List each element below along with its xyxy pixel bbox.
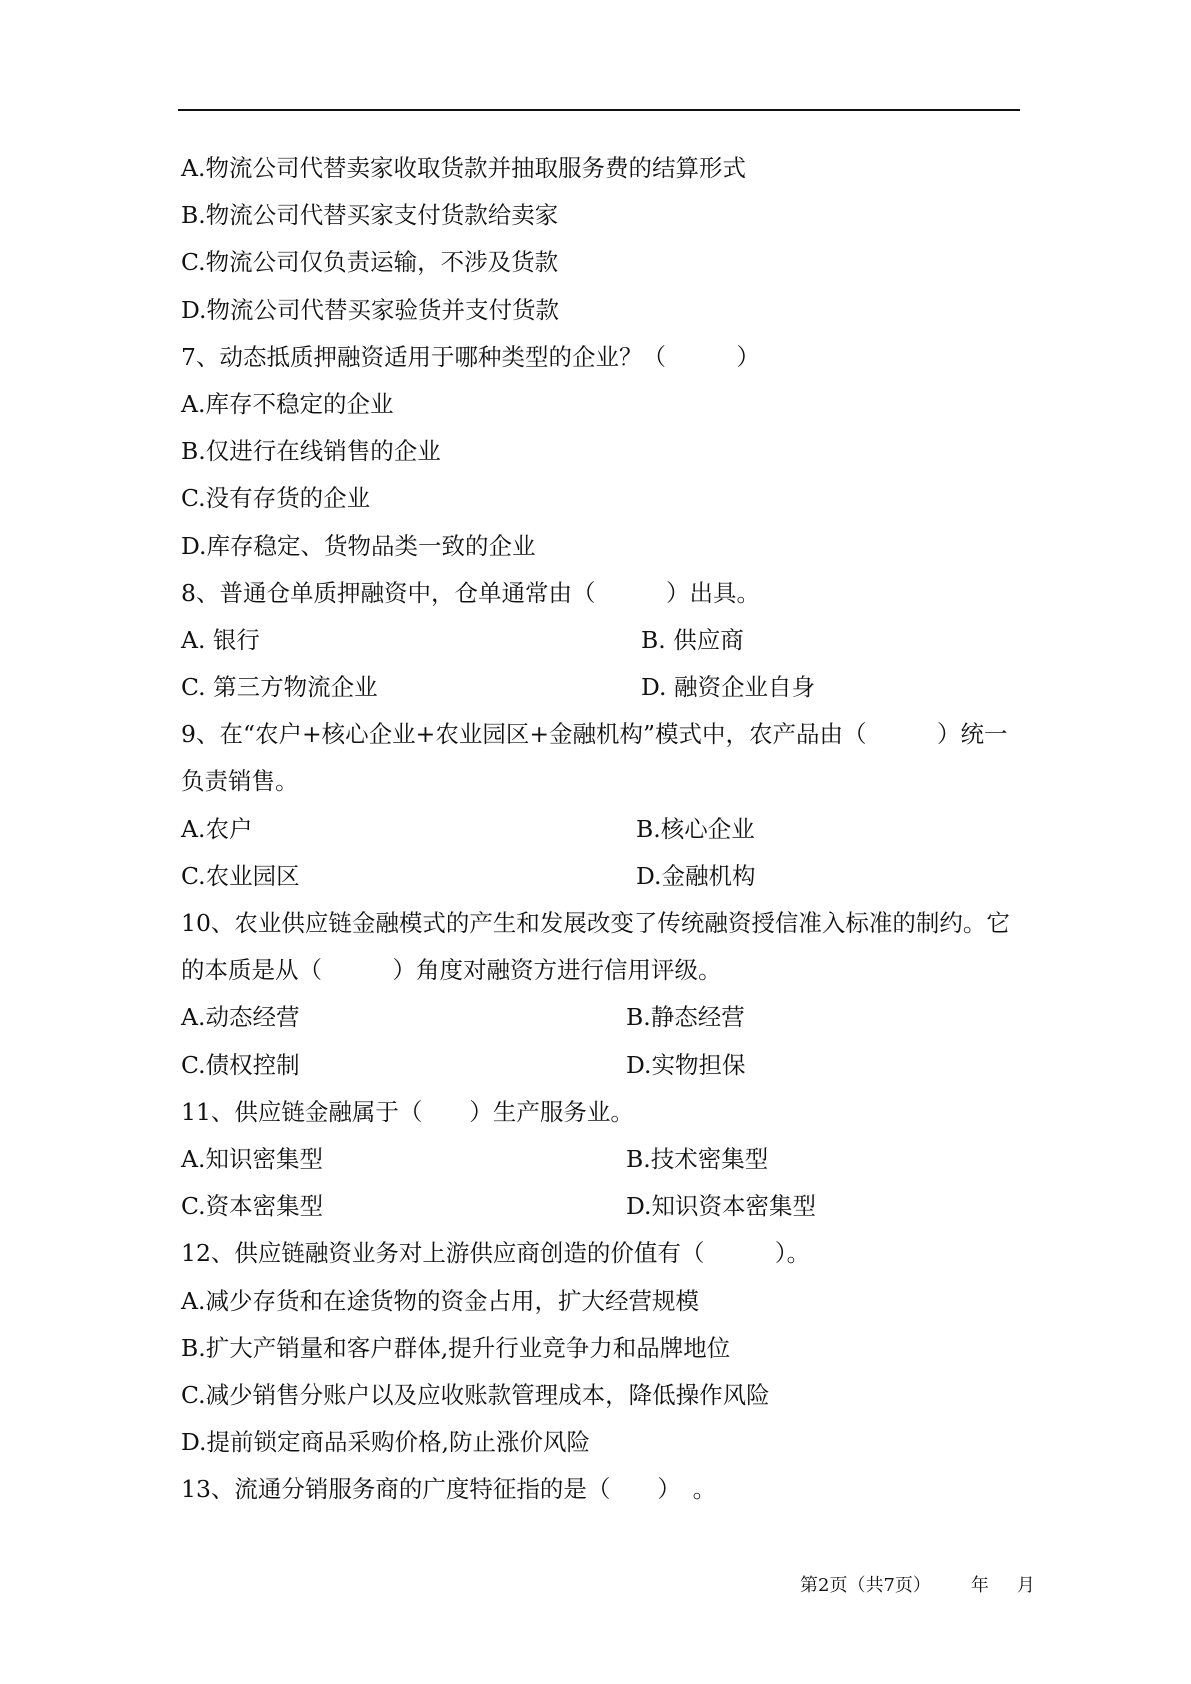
q9-question-line-1: 9、在“农户+核心企业+农业园区+金融机构”模式中，农产品由（ ）统一 <box>181 720 1008 749</box>
q12-option-a: A.减少存货和在途货物的资金占用，扩大经营规模 <box>181 1286 699 1315</box>
q8-option-c: C. 第三方物流企业 <box>181 673 378 702</box>
q7-option-d: D.库存稳定、货物品类一致的企业 <box>181 531 536 560</box>
q12-option-c: C.减少销售分账户以及应收账款管理成本，降低操作风险 <box>181 1380 770 1409</box>
q7-option-a: A.库存不稳定的企业 <box>181 389 394 418</box>
exam-page-content <box>181 145 1021 1513</box>
q10-options-row-1 <box>181 994 1021 1041</box>
q10-option-a: A.动态经营 <box>181 1003 300 1032</box>
q6-option-d: D.物流公司代替买家验货并支付货款 <box>181 295 559 324</box>
footer-month: 月 <box>1016 1575 1035 1596</box>
q11-options-row-1 <box>181 1136 1021 1183</box>
q12-option-d: D.提前锁定商品采购价格,防止涨价风险 <box>181 1428 590 1457</box>
q7-question: 7、动态抵质押融资适用于哪种类型的企业？（ ） <box>181 342 760 371</box>
header-rule <box>178 109 1020 111</box>
q6-option-a: A.物流公司代替卖家收取货款并抽取服务费的结算形式 <box>181 154 746 182</box>
page-number: 第2页（共7页） <box>800 1575 931 1596</box>
q9-option-d: D.金融机构 <box>636 861 756 890</box>
q10-options-row-2 <box>181 1042 1021 1089</box>
q10-option-d: D.实物担保 <box>626 1050 746 1079</box>
q7-option-c: C.没有存货的企业 <box>181 484 371 513</box>
q9-option-b: B.核心企业 <box>636 814 755 843</box>
q11-question: 11、供应链金融属于（ ）生产服务业。 <box>181 1097 634 1126</box>
q7-option-b: B.仅进行在线销售的企业 <box>181 437 441 466</box>
page-footer <box>800 1571 1035 1597</box>
footer-year: 年 <box>970 1575 989 1596</box>
q10-option-c: C.债权控制 <box>181 1050 300 1079</box>
q8-option-d: D. 融资企业自身 <box>641 673 815 702</box>
q11-option-b: B.技术密集型 <box>626 1144 769 1173</box>
q10-question-line-1: 10、农业供应链金融模式的产生和发展改变了传统融资授信准入标准的制约。它 <box>181 909 1010 937</box>
q12-question: 12、供应链融资业务对上游供应商创造的价值有（ ）。 <box>181 1239 811 1268</box>
q10-option-b: B.静态经营 <box>626 1003 745 1032</box>
q9-options-row-1 <box>181 806 1021 853</box>
q11-option-c: C.资本密集型 <box>181 1192 324 1221</box>
q10-question-line-2: 的本质是从（ ）角度对融资方进行信用评级。 <box>181 956 722 985</box>
q9-option-a: A.农户 <box>181 814 253 843</box>
q11-option-d: D.知识资本密集型 <box>626 1192 816 1221</box>
q11-option-a: A.知识密集型 <box>181 1144 323 1173</box>
q8-options-row-2 <box>181 664 1021 711</box>
q11-options-row-2 <box>181 1183 1021 1230</box>
q8-option-b: B. 供应商 <box>641 625 744 654</box>
q9-options-row-2 <box>181 853 1021 900</box>
q8-question: 8、普通仓单质押融资中，仓单通常由（ ）出具。 <box>181 578 760 607</box>
q12-option-b: B.扩大产销量和客户群体,提升行业竞争力和品牌地位 <box>181 1333 731 1362</box>
q9-option-c: C.农业园区 <box>181 861 300 890</box>
q13-question: 13、流通分销服务商的广度特征指的是（ ） 。 <box>181 1475 717 1504</box>
q6-option-b: B.物流公司代替买家支付货款给卖家 <box>181 201 559 230</box>
q9-question-line-2: 负责销售。 <box>181 767 299 796</box>
q6-option-c: C.物流公司仅负责运输，不涉及货款 <box>181 248 559 277</box>
q8-options-row-1 <box>181 617 1021 664</box>
q8-option-a: A. 银行 <box>181 625 260 654</box>
